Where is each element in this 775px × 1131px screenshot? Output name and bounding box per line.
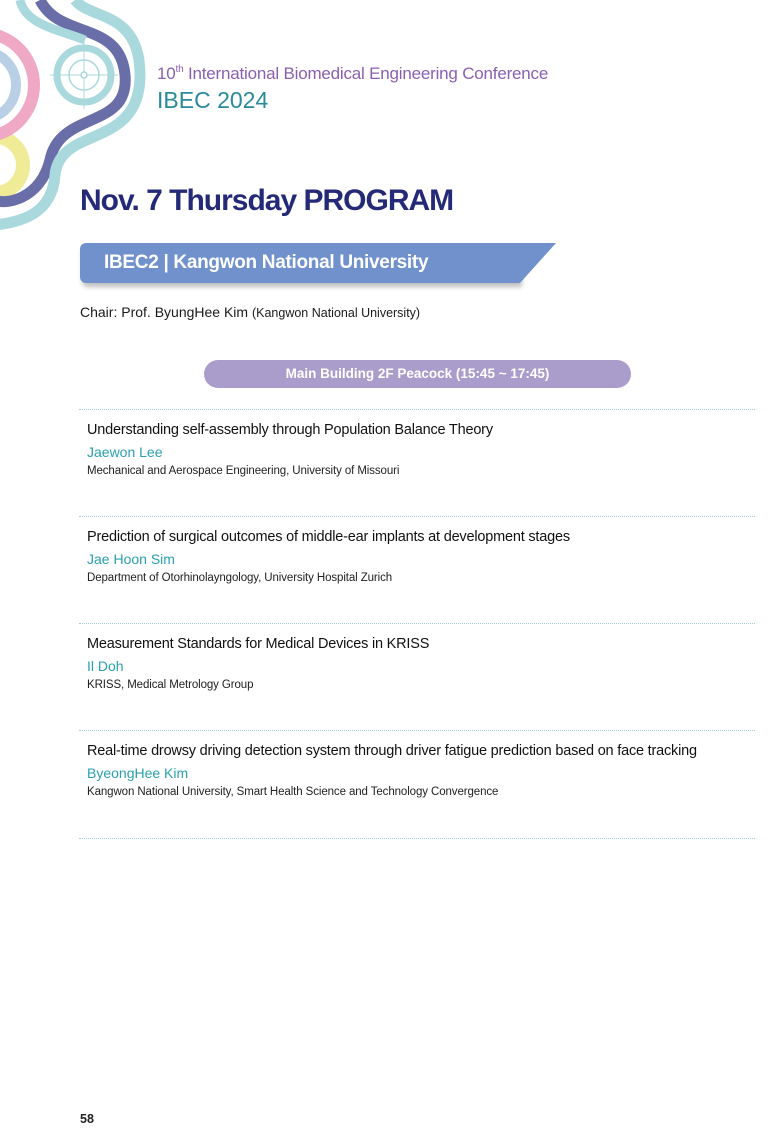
talk-item: [79, 730, 755, 837]
talk-item: [79, 516, 755, 623]
talk-title: Understanding self-assembly through Population Balance Theory: [87, 422, 493, 438]
talk-speaker: ByeongHee Kim: [87, 765, 189, 781]
conference-full-name: [157, 64, 548, 84]
talk-speaker: Jae Hoon Sim: [87, 551, 175, 567]
lightblue-ring: [0, 51, 16, 119]
room-time-pill: Main Building 2F Peacock (15:45 ~ 17:45): [204, 360, 631, 388]
chair-affiliation: (Kangwon National University): [251, 306, 421, 320]
talk-speaker: Il Doh: [87, 658, 124, 674]
conference-number: 10: [157, 64, 176, 83]
yellow-circle: [0, 137, 23, 193]
conference-short-name: IBEC 2024: [157, 87, 269, 113]
session-banner: [80, 243, 520, 283]
chair-line: [80, 304, 420, 320]
talk-title: Real-time drowsy driving detection system through driver fatigue prediction based on face tracking: [87, 743, 697, 759]
talk-speaker: Jaewon Lee: [87, 444, 163, 460]
talk-affiliation: KRISS, Medical Metrology Group: [87, 679, 254, 691]
page-number: 58: [80, 1112, 94, 1126]
talk-affiliation: Department of Otorhinolayngology, University Hospital Zurich: [87, 572, 393, 584]
talk-affiliation: Mechanical and Aerospace Engineering, University of Missouri: [87, 465, 400, 477]
program-title: Nov. 7 Thursday PROGRAM: [80, 184, 454, 217]
talk-item: [79, 409, 755, 516]
talk-item: [79, 623, 755, 730]
conference-ordinal: th: [175, 64, 184, 75]
session-title: IBEC2 | Kangwon National University: [104, 252, 429, 273]
talk-affiliation: Kangwon National University, Smart Health Science and Technology Convergence: [87, 786, 499, 798]
talk-list: [79, 409, 755, 837]
list-divider: [79, 838, 755, 839]
chair-label: Chair: Prof. ByungHee Kim: [80, 304, 249, 320]
talk-title: Measurement Standards for Medical Devices in KRISS: [87, 636, 430, 652]
conference-name: International Biomedical Engineering Conference: [183, 64, 549, 83]
talk-title: Prediction of surgical outcomes of middle-ear implants at development stages: [87, 529, 570, 545]
